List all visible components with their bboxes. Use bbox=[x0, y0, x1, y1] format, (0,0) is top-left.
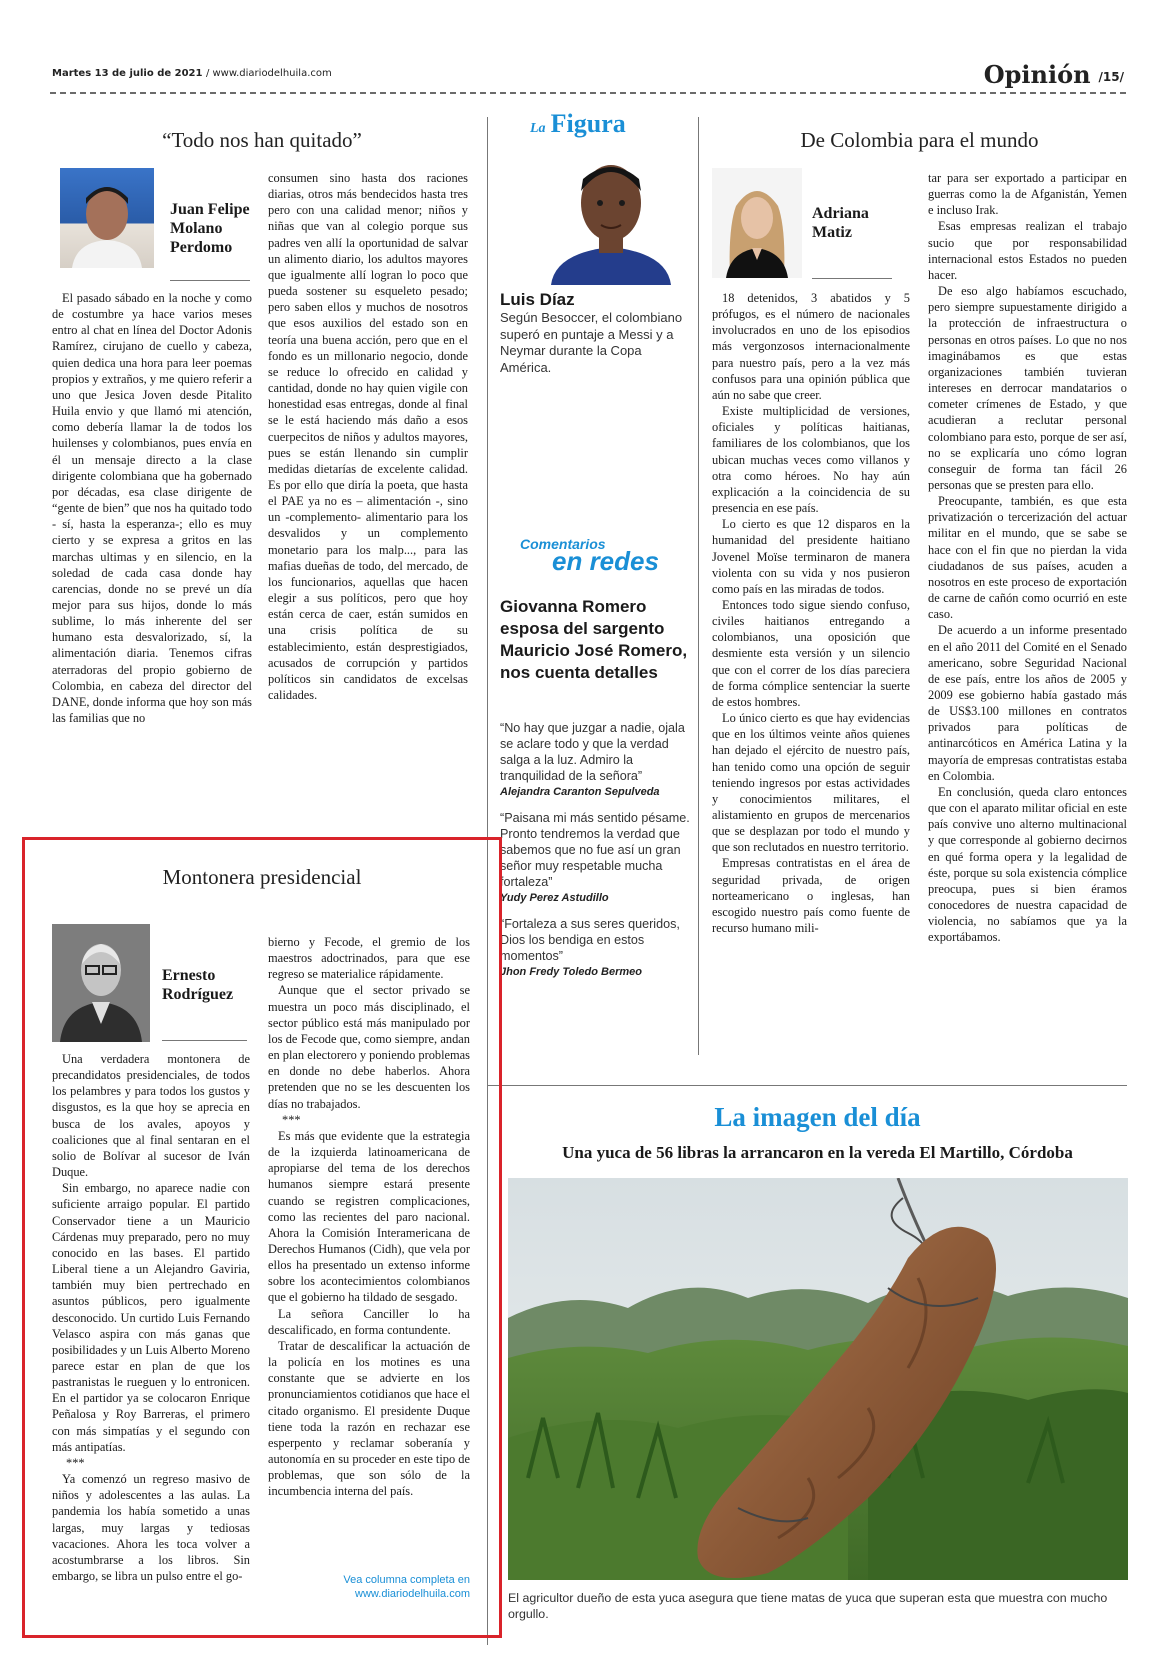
yuca-photo bbox=[508, 1178, 1128, 1580]
article-body-col-2: bierno y Fecode, el gremio de los maestros adoctrinados, para que ese regreso se materialice rápidamente. Aunque que el sector privado se muestra un poco más disciplinado, el sector público está más manipulado por los de Fecode que, como siempre, andan en plan electorero y poniendo problemas en donde no debe haberlos. Ahora pretenden que no se les descuenten los días no trabajados. *** Es más que evidente que la estrategia de la izquierda latinoamericana de apropiarse del tema de los derechos humanos siempre estará presente cuando se registren complicaciones, como las recientes del paro nacional. Ahora la Comisión Interamericana de Derechos Humanos (Cidh), que vela por ellos ha presentado un extenso informe sobre los acontecimientos colombianos que el gobierno ha tildado de sesgado. La señora Canciller lo ha descalificado, en forma contundente. Tratar de descalificar la actuación de la policía en los motines es una constante que se advierte en los pronunciamientos cotidianos que hace el citado organismo. El presidente Duque tiene toda la razón en rechazar ese esperpento y reclamar soberanía y autonomía en su proceder en este tipo de problemas, que son sólo de la incumbencia interna del país. bbox=[268, 935, 470, 1499]
article-title: Montonera presidencial bbox=[162, 865, 362, 889]
author-photo bbox=[60, 168, 154, 268]
redes-line2: en redes bbox=[552, 546, 659, 576]
page-number: /15/ bbox=[1098, 69, 1124, 84]
redes-headline: Giovanna Romero esposa del sargento Mauricio José Romero, nos cuenta detalles bbox=[500, 597, 688, 682]
comment-item bbox=[500, 916, 692, 978]
comment-text: “Paisana mi más sentido pésame. Pronto tendremos la verdad que sabemos que no fue así un gran señor muy respetable mucha fortaleza” bbox=[500, 811, 690, 889]
byline-rule bbox=[162, 1040, 247, 1041]
section-rule bbox=[487, 1085, 1127, 1086]
image-section-title: La imagen del día bbox=[714, 1102, 921, 1132]
section-name: Opinión bbox=[983, 60, 1091, 89]
figura-title: Figura bbox=[550, 109, 626, 138]
author-name: Adriana Matiz bbox=[812, 205, 869, 241]
comment-item bbox=[500, 720, 692, 798]
comment-author: Alejandra Caranton Sepulveda bbox=[500, 786, 660, 798]
header-rule bbox=[50, 92, 1126, 94]
figura-heading bbox=[530, 109, 626, 139]
author-photo bbox=[712, 168, 802, 278]
article-body-col-1: Una verdadera montonera de precandidatos presidenciales, de todos los pelambres y para todos los gustos y disgustos, es la que hoy se aprecia en busca de los avales, apoyos y coaliciones que al final sentaran en el solio de Bolívar al sucesor de Iván Duque. Sin embargo, no aparece nadie con suficiente arraigo popular. El partido Conservador tiene a un Mauricio Cárdenas muy preparado, pero no muy conocido en las bases. El partido Liberal tiene a un Alejandro Gaviria, también muy bien pertrechado en asuntos públicos, pero igualmente desconocido. Un curtido Luis Fernando Velasco aspira con más ganas que posibilidades y un Luis Alberto Moreno parece estar en plan de que los pastranistas le rueguen y lo entronicen. En el partidor ya se colocaron Enrique Peñalosa y Roy Barreras, el primero con más simpatías y el segundo con más antipatías. *** Ya comenzó un regreso masivo de niños y adolescentes a las aulas. La pandemia los había sometido a unas largas, muy largas y tediosas vacaciones. Ahora les toca volver a acostumbrarse a los libros. Sin embargo, se libra un pulso entre el go- bbox=[52, 1052, 250, 1583]
article-body-col-2: consumen sino hasta dos raciones diarias, otros más bendecidos hasta tres pero con una calidad menor; niños y niñas que van al colegio porque sus padres ven allí la oportunidad de salvar un alimento diario, los adultos mayores que igualmente allí logran lo poco que pueda sostener su esqueleto pesado; pero saben ellos y muchos de nosotros que esos auxilios del estado son en teoría una buena acción, pero que en el fondo es un millonario negocio, donde se reduce lo ofrecido en calidad y cantidad, donde no hay quien vigile con honestidad esas entregas, donde al final se le está haciendo más daño a esos cuerpecitos de niños y adultos mayores, pues se están llenando sin cumplir medidas dietarías de excelente calidad. Es por ello que diría la poeta, que hasta el PAE ya no es – alimentación -, sino un -complemento- alimentario para los desvalidos y un complemento monetario para los malp..., para las mafias dueñas de todo, del mercado, de los funcionarios, aquellas que hacen elegir a sus políticos, pero que hoy están cerca de caer, están sumidos en una crisis política de su establecimiento, están desprestigiados, acusados de corrupción y partidos políticos sin candidatos de excelsas calidades. bbox=[268, 171, 468, 702]
luis-diaz-photo bbox=[541, 145, 681, 285]
article-title: “Todo nos han quitado” bbox=[162, 128, 362, 152]
figura-name: Luis Díaz bbox=[500, 290, 575, 309]
author-photo bbox=[52, 924, 150, 1042]
article-title: De Colombia para el mundo bbox=[800, 128, 1039, 152]
article-body-col-2: tar para ser exportado a participar en guerras como la de Afganistán, Yemen e incluso Irak. Esas empresas realizan el trabajo sucio que por responsabilidad internacional estos Estados no pueden hacer. De eso algo habíamos escuchado, pero siempre supuestamente dirigido a la protección de infraestructura o personas en otros países. Lo que no nos imaginábamos es que estas organizaciones también tuvieran intereses en derrocar mandatarios o cometer crímenes de Estado, y que acudieran a reclutar personal colombiano para esto, porque de ser así, no se explicaría uno cómo logran conseguir de forma tan fácil 26 personas que se presten para ello. Preocupante, también, es que esta privatización o tercerización del actuar militar en el mundo, que se sabe se hace con el fin que no pierdan la vida ciudadanos de sus países, acuden a nosotros en este proceso de exportación de carne de cañón como ocurrió en este caso. De acuerdo a un informe presentado en el año 2011 del Comité en el Senado americano, sobre Seguridad Nacional de ese país, entre los años de 2005 y 2009 ese gobierno había gastado más de US$3.100 millones en contratos privados para políticas de antinarcóticos en América Latina y la mayoría de empresas contratistas estaba en Colombia. En conclusión, queda claro entonces que con el aparato militar oficial en este país convive uno alterno multinacional y que corresponde al gobierno decirnos en qué forma opera y la legalidad de éste, porque su sola existencia cómplice preocupa, pues si bien éramos conocedores de nuestra capacidad de violencia, no sabíamos que ya la exportábamos. bbox=[928, 171, 1127, 945]
article-body-col-1: El pasado sábado en la noche y como de costumbre ya hace varios meses entro al chat en línea del Doctor Adonis Ramírez, cirujano de cuello y cabeza, quien dedica una hora para leer poemas propios y extraños, y me quiero referir a uno que Jesica Joven desde Pitalito Huila envio y que llamó mi atención, como debería llamar la de todos los huilenses y colombianos, pues envía en él un mensaje directo a la clase dirigente colombiana que ha gobernado por décadas, esa clase dirigente de “gente de bien” que nos ha quitado todo - sí, hasta la esperanza-; ello es muy cierto y se expresa a gritos en las marchas ultimas y en silencio, en la soledad de cada casa donde hay carencias, donde no se prevé un día mejor para sus hijos, donde lo más sublime, lo más inherente del ser humano esta desvalorizado, sí, la alimentación diaria. Tenemos cifras aterradoras del propio gobierno de Colombia, en cabeza del director del DANE, donde informa que hoy son más las familias que no bbox=[52, 291, 252, 726]
comment-text: “Fortaleza a sus seres queridos, Dios los bendiga en estos momentos” bbox=[500, 917, 680, 963]
more-link-label: Vea columna completa en bbox=[343, 1574, 470, 1586]
article-body-col-1: 18 detenidos, 3 abatidos y 5 prófugos, es el número de nacionales involucrados en uno de los episodios más vergonzosos internacionalmente para nuestro país, pero a la vez más confusos para una opinión pública que aún no sabe que creer. Existe multiplicidad de versiones, oficiales y políticas haitianas, familiares de los colombianos, que los ubican muchas veces como villanos y otra como héroes. No hay aún explicación a la coincidencia de su presencia en ese país. Lo cierto es que 12 disparos en la humanidad del presidente haitiano Jovenel Moïse terminaron de manera violenta con su vida y nos pusieron como país en las miradas de todos. Entonces todo sigue siendo confuso, civiles haitianos entregando a colombianos, una oposición que desmiente esta versión y un silencio que con el correr de los días pareciera de forma cómplice sentenciar la suerte de estos hombres. Lo único cierto es que hay evidencias que en los últimos veinte años quienes han dejado el ejército de nuestro país, han tenido como una opción de seguir teniendo ingresos por estas actividades y conocimientos militares, el alistamiento en grupos de mercenarios que se desplazan por todo el mundo y que son reclutados en nuestro territorio. Empresas contratistas en el área de seguridad privada, de origen norteamericano o inglesas, han escogido nuestro país como fuente de recurso humano mili- bbox=[712, 291, 910, 936]
section-header bbox=[984, 60, 1124, 89]
image-subtitle: Una yuca de 56 libras la arrancaron en la vereda El Martillo, Córdoba bbox=[562, 1143, 1073, 1162]
more-link[interactable] bbox=[268, 1573, 470, 1601]
issue-date: Martes 13 de julio de 2021 bbox=[52, 68, 203, 79]
figura-text: Según Besoccer, el colombiano superó en puntaje a Messi y a Neymar durante la Copa América. bbox=[500, 310, 683, 375]
image-caption: El agricultor dueño de esta yuca asegura que tiene matas de yuca que superan esta que muestra con mucho orgullo. bbox=[508, 1591, 1108, 1621]
site-url[interactable]: / www.diariodelhuila.com bbox=[205, 68, 332, 79]
comment-author: Yudy Perez Astudillo bbox=[500, 892, 609, 904]
author-name: Juan Felipe Molano Perdomo bbox=[170, 201, 250, 256]
author-name: Ernesto Rodríguez bbox=[162, 967, 234, 1003]
column-rule bbox=[698, 117, 699, 1055]
figura-la: La bbox=[530, 121, 546, 136]
byline-rule bbox=[170, 280, 250, 281]
more-link-url[interactable]: www.diariodelhuila.com bbox=[355, 1588, 470, 1600]
comment-text: “No hay que juzgar a nadie, ojala se aclare todo y que la verdad salga a la luz. Admiro la tranquilidad de la señora” bbox=[500, 721, 685, 783]
byline-rule bbox=[812, 278, 892, 279]
page-header-date bbox=[52, 68, 332, 79]
redes-line1: Comentarios bbox=[520, 536, 606, 552]
comments-list bbox=[500, 720, 692, 990]
comment-item bbox=[500, 810, 692, 904]
comment-author: Jhon Fredy Toledo Bermeo bbox=[500, 966, 643, 978]
